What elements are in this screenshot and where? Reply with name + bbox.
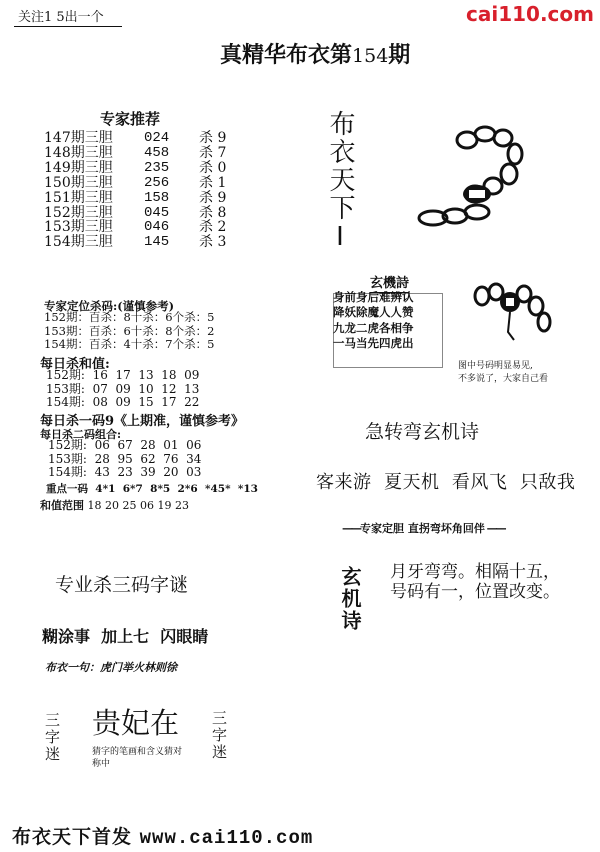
two-code-row: 154期: 43 23 39 20 03 [48,465,202,479]
follow-note: 关注1 5出一个 [14,6,122,27]
position-kill-row: 153期：百杀：6十杀：8个杀：2 [44,323,215,338]
sum-range-values: 18 20 25 06 19 23 [87,499,189,512]
expert-row: 154期三胆 145 杀 3 [44,234,227,251]
footer-url[interactable]: www.cai110.com [139,827,314,849]
poem-line: 降妖除魔人人赞 [333,305,414,320]
xuanji-vertical-title: 玄机诗 [338,566,362,632]
daily-sum-heading: 每日杀和值: [40,357,110,372]
expert-row: 151期三胆 158 杀 9 [44,189,227,206]
guest-line: 客来游 夏天机 看风飞 只敌我 [316,472,576,493]
expert-row: 153期三胆 046 杀 2 [44,219,227,236]
buyi-sentence: 布衣一句：虎门举火林则徐 [45,661,177,674]
expert-row: 148期三胆 458 杀 7 [44,144,227,161]
guifei-riddle: 贵妃在 [92,706,180,740]
poem-line: 一马当先四虎出 [333,336,414,351]
expert-list [44,131,239,250]
xuanji-line: 月牙弯弯。相隔十五， [390,562,560,582]
expert-row: 150期三胆 256 杀 1 [44,174,227,191]
one-code-kill: 每日杀一码9《上期准，谨慎参考》 [40,414,245,429]
chain-figure-icon [405,118,535,228]
poem-line: 身前身后难辨认 [333,290,414,304]
title-main: 真精华布衣第 [220,42,353,68]
position-kill-list [44,311,214,352]
page-title [220,38,410,69]
poem-heading: 玄機詩 [370,272,409,293]
daily-sum-row: 152期: 16 17 13 18 09 [46,368,200,382]
position-kill-heading: 专家定位杀码:(谨慎参考) [44,299,175,313]
key-code-line: 重点一码 4*1 6*7 8*5 2*6 *45* *13 [46,483,258,495]
tip-line-text: 专家定胆 直拐弯坏角回伴 [360,522,485,535]
buyi-vertical-title: 布衣天下Ⅰ [325,110,355,254]
two-code-list [48,439,201,480]
site-logo-text: cai110.com [466,2,594,26]
xuanji-line: 号码有一，位置改变。 [390,582,560,602]
poem-lines [333,290,414,352]
position-kill-row: 152期：百杀：8十杀：6个杀：5 [44,310,215,324]
expert-row: 147期三胆 024 杀 9 [44,130,227,146]
daily-sum-row: 153期: 07 09 10 12 13 [46,381,200,396]
rush-poem-heading: 急转弯玄机诗 [365,421,480,443]
image-note: 图中号码明显易见, 不多说了，大家自己看 [458,361,549,384]
daily-sum-list [46,369,199,410]
riddle-label-right: 三字迷 [210,710,228,761]
riddle-line: 糊涂事 加上七 闪眼睛 [42,627,209,646]
poem-line: 九龙二虎各相争 [333,320,414,335]
footer-prefix: 布衣天下首发 [12,826,133,848]
kill-three-heading: 专业杀三码字谜 [55,574,189,596]
daily-sum-row: 154期: 08 09 15 17 22 [46,395,200,409]
sum-range [40,497,189,513]
expert-heading: 专家推荐 [100,110,161,128]
guifei-note: 猜字的笔画和含义猜对称中 [92,747,183,769]
tip-line: ——专家定胆 直拐弯坏角回伴 —— [342,522,505,535]
two-code-row: 153期: 28 95 62 76 34 [48,451,202,466]
two-code-heading: 每日杀二码组合: [40,428,122,441]
expert-row: 152期三胆 045 杀 8 [44,204,227,221]
beads-figure-icon [470,280,555,350]
title-suffix: 期 [388,42,411,68]
sum-range-label: 和值范围 [40,499,84,512]
position-kill-row: 154期：百杀：4十杀：7个杀：5 [44,337,215,351]
expert-row: 149期三胆 235 杀 0 [44,159,227,176]
footer [12,822,313,849]
title-issue: 154 [352,45,389,67]
xuanji-poem [390,562,560,602]
two-code-row: 152期: 06 67 28 01 06 [48,438,202,452]
riddle-label-left: 三字迷 [43,712,61,763]
